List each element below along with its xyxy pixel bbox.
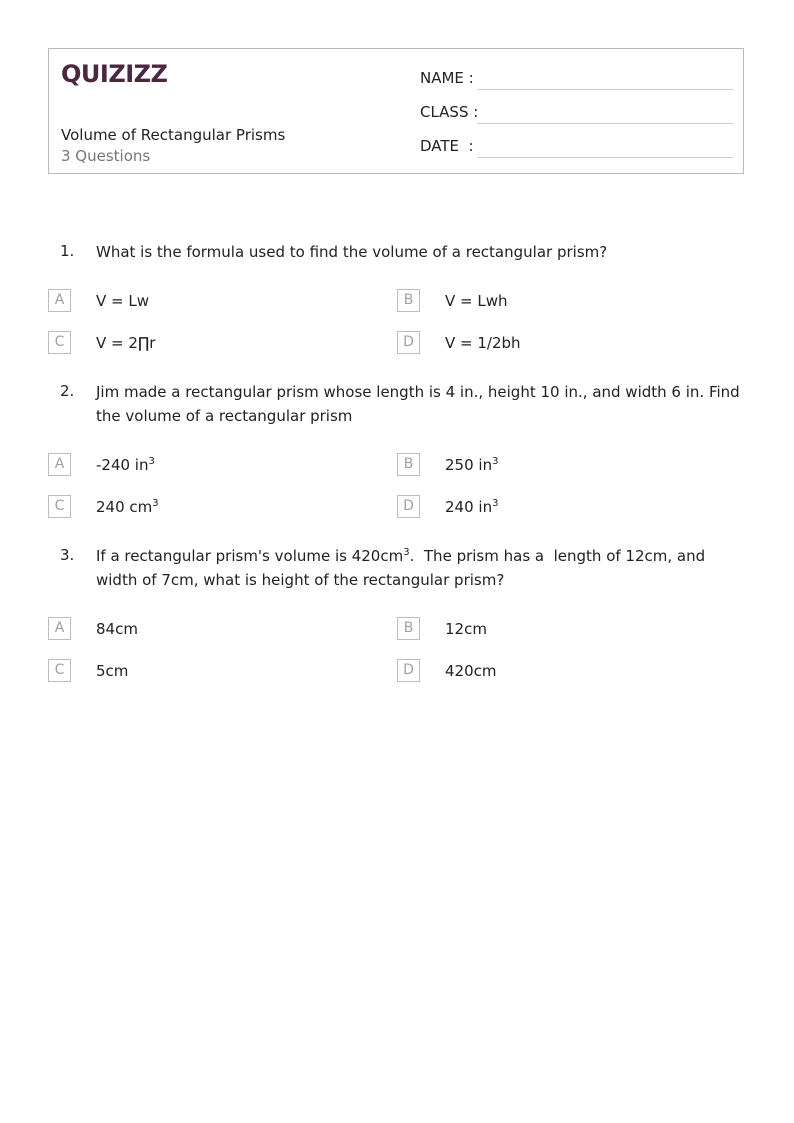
exponent: 3 <box>152 498 159 509</box>
exponent: 3 <box>492 498 499 509</box>
option-c-box[interactable]: C <box>48 331 71 354</box>
question-number: 1. <box>60 242 75 260</box>
question-count: 3 Questions <box>61 147 151 165</box>
option-d-text: 420cm <box>445 662 497 680</box>
option-a-box[interactable]: A <box>48 617 71 640</box>
option-value: -240 in <box>96 456 149 474</box>
option-c-box[interactable]: C <box>48 659 71 682</box>
option-b-box[interactable]: B <box>397 289 420 312</box>
question-text <box>96 544 746 592</box>
option-a-text <box>96 455 155 475</box>
option-d-box[interactable]: D <box>397 495 420 518</box>
option-d-box[interactable]: D <box>397 659 420 682</box>
option-d-text: V = 1/2bh <box>445 334 521 352</box>
worksheet-title: Volume of Rectangular Prisms <box>61 126 286 144</box>
option-a-text: V = Lw <box>96 292 149 310</box>
name-label: NAME : <box>420 69 474 87</box>
option-a-box[interactable]: A <box>48 453 71 476</box>
option-d-box[interactable]: D <box>397 331 420 354</box>
quizizz-logo: QUIZIZZ <box>61 60 168 88</box>
worksheet-header <box>48 48 744 174</box>
option-value: 240 cm <box>96 498 153 516</box>
class-label: CLASS : <box>420 103 479 121</box>
option-value: 250 in <box>445 456 493 474</box>
question-text: Jim made a rectangular prism whose length is 4 in., height 10 in., and width 6 in. Find the volume of a rectangular prism <box>96 383 740 425</box>
option-b-box[interactable]: B <box>397 453 420 476</box>
option-c-box[interactable]: C <box>48 495 71 518</box>
question-number: 2. <box>60 382 75 400</box>
exponent: 3 <box>492 456 499 467</box>
exponent: 3 <box>148 456 155 467</box>
option-d-text <box>445 497 498 517</box>
question-text-part1: If a rectangular prism's volume is 420cm <box>96 547 404 565</box>
option-a-box[interactable]: A <box>48 289 71 312</box>
question-text: What is the formula used to find the volume of a rectangular prism? <box>96 243 608 261</box>
option-value: 240 in <box>445 498 493 516</box>
class-line <box>477 123 733 124</box>
option-b-box[interactable]: B <box>397 617 420 640</box>
question-number: 3. <box>60 546 75 564</box>
option-c-text: 5cm <box>96 662 129 680</box>
option-a-text: 84cm <box>96 620 138 638</box>
exponent: 3 <box>403 547 410 558</box>
option-c-text: V = 2∏r <box>96 334 156 352</box>
date-label: DATE : <box>420 137 474 155</box>
option-b-text: V = Lwh <box>445 292 508 310</box>
name-line <box>477 89 733 90</box>
option-b-text <box>445 455 498 475</box>
question-text-part2: . The prism has a length of 12cm, and width of 7cm, what is height of the rectangular prism? <box>96 547 710 589</box>
option-b-text: 12cm <box>445 620 487 638</box>
date-line <box>477 157 733 158</box>
option-c-text <box>96 497 159 517</box>
